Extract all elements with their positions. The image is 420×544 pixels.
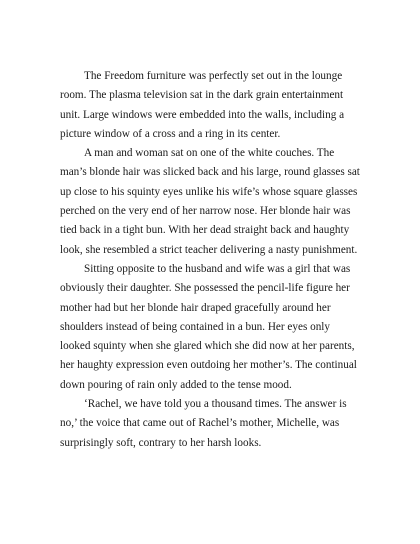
paragraph-4: ‘Rachel, we have told you a thousand times. The answer is no,’ the voice that came out of Rachel’s mother, Michelle, was surprisingly soft, contrary to her harsh looks.: [60, 398, 347, 449]
paragraph-3: Sitting opposite to the husband and wife was a girl that was obviously their daughter. She possessed the pencil-life figure her mother had but her blonde hair draped gracefully around her shoulders instead of being contained in a bun. Her eyes only looked squinty when she glared which she did now at her parents, her haughty expression even outdoing her mother’s. The continual down pouring of rain only added to the tense mood.: [60, 262, 357, 391]
body-text: [60, 67, 362, 453]
paragraph-1: The Freedom furniture was perfectly set out in the lounge room. The plasma television sat in the dark grain entertainment unit. Large windows were embedded into the walls, including a picture window of a cross and a ring in its center.: [60, 70, 345, 140]
paragraph-2: A man and woman sat on one of the white couches. The man’s blonde hair was slicked back and his large, round glasses sat up close to his squinty eyes unlike his wife’s whose square glasses perched on the very end of her narrow nose. Her blonde hair was tied back in a tight bun. With her dead straight back and haughty look, she resembled a strict teacher delivering a nasty punishment.: [60, 147, 360, 256]
